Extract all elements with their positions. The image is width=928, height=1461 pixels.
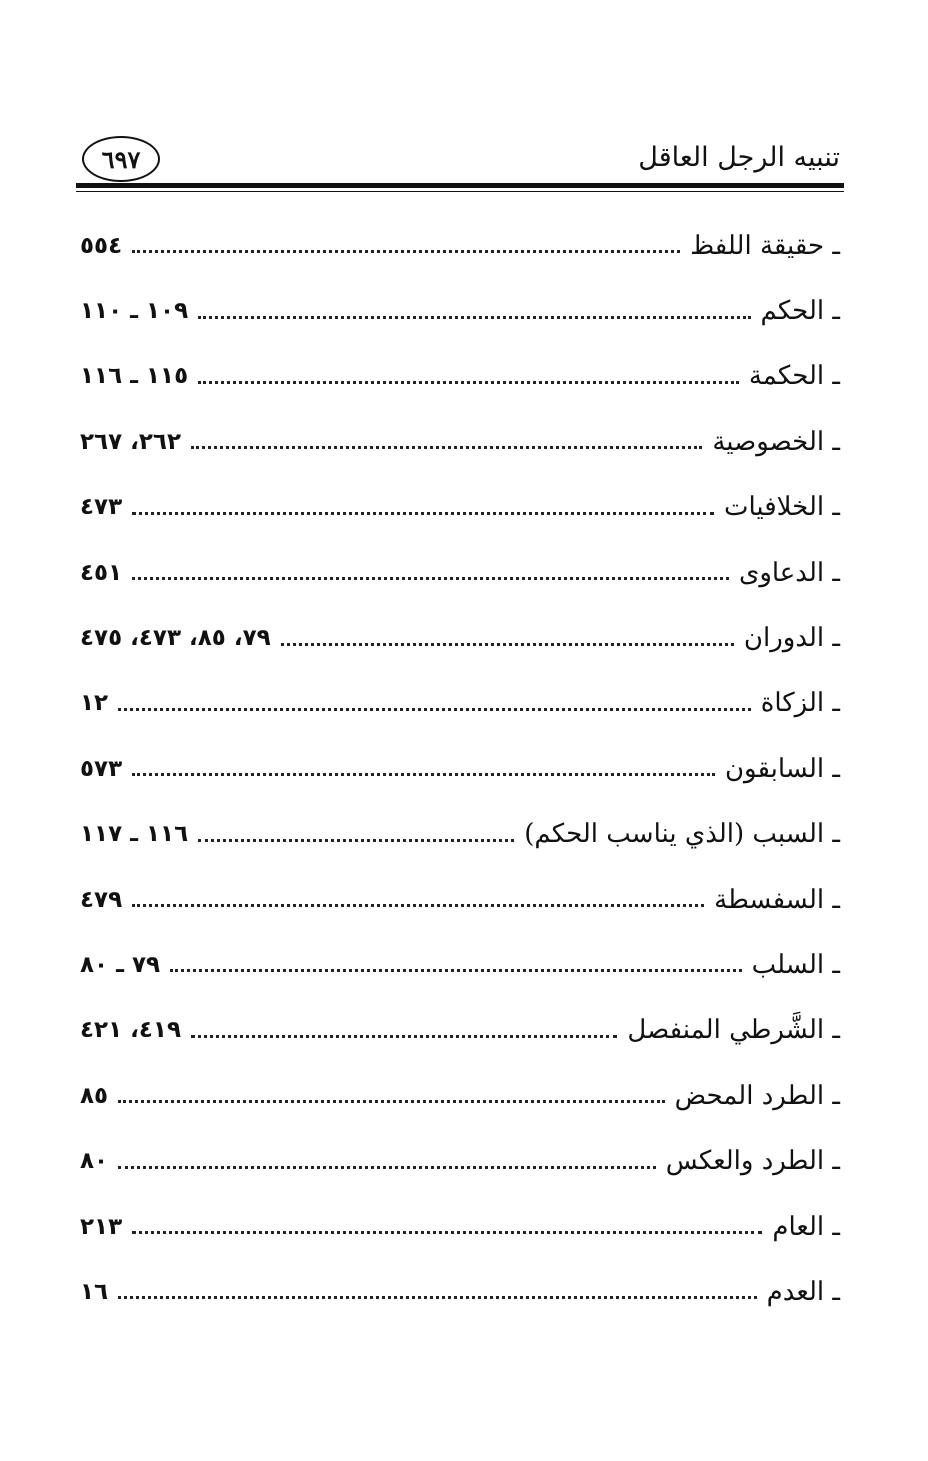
index-entry bbox=[80, 802, 840, 867]
index-entry bbox=[80, 1259, 840, 1324]
entry-pages: ٨٥ bbox=[80, 1082, 109, 1109]
dot-leader bbox=[132, 1231, 762, 1234]
index-entry bbox=[80, 278, 840, 343]
dot-leader bbox=[198, 316, 750, 319]
entry-term: ـ السلب bbox=[751, 949, 840, 980]
index-entry bbox=[80, 932, 840, 997]
index-entry bbox=[80, 540, 840, 605]
index-entry bbox=[80, 998, 840, 1063]
dot-leader bbox=[118, 1166, 656, 1169]
index-entry bbox=[80, 736, 840, 801]
entry-term: ـ الشَّرطي المنفصل bbox=[627, 1015, 840, 1046]
entry-pages: ١٠٩ ـ ١١٠ bbox=[80, 298, 189, 325]
running-title: تنبيه الرجل العاقل bbox=[638, 142, 840, 173]
entry-term: ـ الدعاوى bbox=[738, 557, 840, 588]
dot-leader bbox=[281, 643, 734, 646]
entry-term: ـ الحكمة bbox=[748, 361, 840, 392]
entry-pages: ٢١٣ bbox=[80, 1213, 123, 1240]
entry-pages: ٢٦٢، ٢٦٧ bbox=[80, 428, 181, 455]
entry-pages: ١١٥ ـ ١١٦ bbox=[80, 363, 189, 390]
dot-leader bbox=[118, 1296, 757, 1299]
entry-term: ـ السبب (الذي يناسب الحكم) bbox=[524, 819, 840, 850]
index-entry bbox=[80, 344, 840, 409]
entry-term: ـ الحكم bbox=[760, 296, 840, 327]
index-entry bbox=[80, 867, 840, 932]
entry-pages: ٤٥١ bbox=[80, 559, 123, 586]
header-rule-thin bbox=[76, 191, 844, 192]
dot-leader bbox=[170, 969, 742, 972]
dot-leader bbox=[132, 773, 715, 776]
entry-pages: ٤٧٣ bbox=[80, 494, 123, 521]
entry-term: ـ حقيقة اللفظ bbox=[690, 230, 840, 261]
index-entry bbox=[80, 1128, 840, 1193]
entry-pages: ٤٧٩ bbox=[80, 886, 123, 913]
entry-term: ـ الزكاة bbox=[760, 688, 840, 719]
entry-term: ـ العام bbox=[772, 1211, 840, 1242]
dot-leader bbox=[198, 839, 514, 842]
page-header bbox=[0, 0, 928, 200]
entry-term: ـ الخلافيات bbox=[724, 492, 840, 523]
dot-leader bbox=[132, 577, 729, 580]
entry-term: ـ الخصوصية bbox=[712, 426, 840, 457]
index-entry bbox=[80, 1063, 840, 1128]
entry-term: ـ الطرد المحض bbox=[674, 1080, 840, 1111]
entry-pages: ٥٥٤ bbox=[80, 232, 123, 259]
index-entries bbox=[80, 213, 840, 1325]
entry-pages: ١٢ bbox=[80, 690, 109, 717]
entry-pages: ١١٦ ـ ١١٧ bbox=[80, 821, 189, 848]
index-entry bbox=[80, 605, 840, 670]
dot-leader bbox=[191, 1035, 617, 1038]
entry-term: ـ العدم bbox=[766, 1276, 840, 1307]
dot-leader bbox=[132, 512, 714, 515]
index-entry bbox=[80, 1194, 840, 1259]
index-entry bbox=[80, 475, 840, 540]
entry-term: ـ السفسطة bbox=[714, 884, 840, 915]
dot-leader bbox=[132, 904, 704, 907]
index-entry bbox=[80, 671, 840, 736]
dot-leader bbox=[118, 1100, 665, 1103]
entry-pages: ٨٠ bbox=[80, 1148, 109, 1175]
entry-term: ـ الدوران bbox=[743, 623, 840, 654]
entry-term: ـ السابقون bbox=[724, 753, 840, 784]
index-entry bbox=[80, 409, 840, 474]
entry-pages: ٥٧٣ bbox=[80, 755, 123, 782]
entry-pages: ١٦ bbox=[80, 1278, 109, 1305]
entry-pages: ٧٩، ٨٥، ٤٧٣، ٤٧٥ bbox=[80, 625, 271, 652]
dot-leader bbox=[191, 446, 702, 449]
entry-term: ـ الطرد والعكس bbox=[665, 1146, 840, 1177]
dot-leader bbox=[118, 708, 751, 711]
dot-leader bbox=[198, 381, 739, 384]
page-number: ٦٩٧ bbox=[82, 136, 160, 182]
entry-pages: ٧٩ ـ ٨٠ bbox=[80, 951, 161, 978]
dot-leader bbox=[132, 250, 680, 253]
entry-pages: ٤١٩، ٤٢١ bbox=[80, 1017, 181, 1044]
index-entry bbox=[80, 213, 840, 278]
header-rule-thick bbox=[76, 183, 844, 188]
